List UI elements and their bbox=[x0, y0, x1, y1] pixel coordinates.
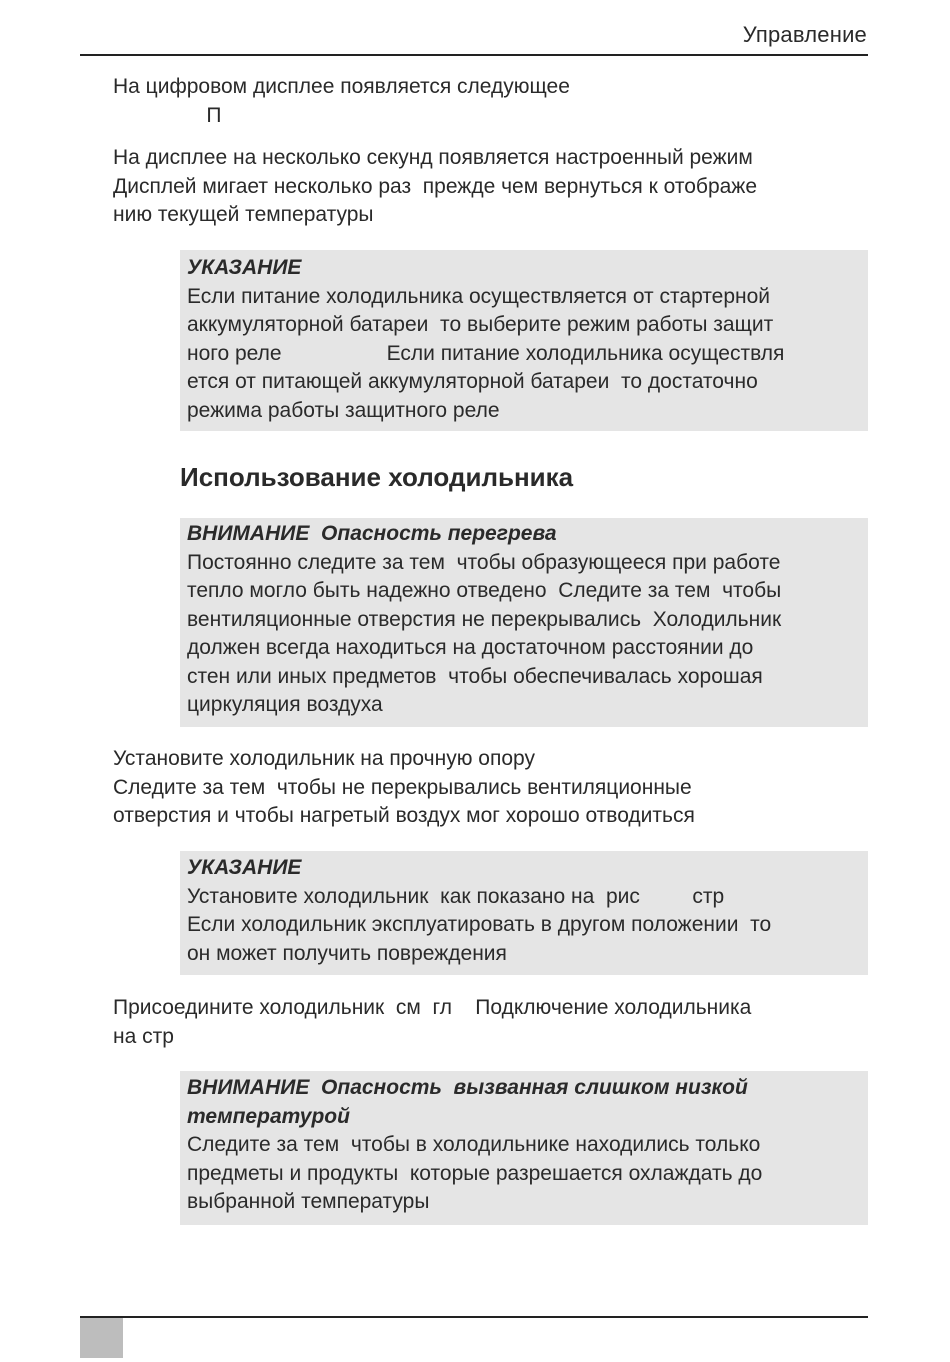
display-shows-paragraph bbox=[113, 73, 570, 130]
warning-title: ВНИМАНИЕ Опасность перегрева bbox=[187, 522, 557, 545]
paragraph-line: Присоедините холодильник см гл Подключение холодильника bbox=[113, 996, 752, 1019]
paragraph-line: Следите за тем чтобы не перекрывались вентиляционные bbox=[113, 775, 692, 799]
note-line: ного реле Если питание холодильника осуществля bbox=[187, 341, 785, 365]
warning-line: вентиляционные отверстия не перекрывались Холодильник bbox=[187, 607, 782, 631]
note-line: режима работы защитного реле bbox=[187, 398, 500, 422]
warning-line: Следите за тем чтобы в холодильнике находились только bbox=[187, 1133, 761, 1156]
warning-title: температурой bbox=[187, 1104, 350, 1128]
warning-box-low-temperature bbox=[180, 1071, 868, 1225]
note-line: ется от питающей аккумуляторной батареи то достаточно bbox=[187, 370, 758, 393]
connect-paragraph bbox=[113, 994, 751, 1051]
warning-line: циркуляция воздуха bbox=[187, 693, 383, 716]
paragraph-line: На дисплее на несколько секунд появляется настроенный режим bbox=[113, 146, 753, 169]
header-divider bbox=[80, 54, 868, 56]
warning-line: тепло могло быть надежно отведено Следите за тем чтобы bbox=[187, 579, 782, 602]
paragraph-line: На цифровом дисплее появляется следующее bbox=[113, 75, 570, 98]
warning-line: Постоянно следите за тем чтобы образующееся при работе bbox=[187, 550, 781, 574]
note-line: он может получить повреждения bbox=[187, 941, 507, 965]
footer-divider bbox=[80, 1316, 868, 1318]
section-heading: Использование холодильника bbox=[180, 462, 574, 492]
display-mode-paragraph bbox=[113, 144, 757, 230]
page-header-title: Управление bbox=[742, 22, 867, 47]
note-line: Если холодильник эксплуатировать в другом положении то bbox=[187, 913, 772, 936]
warning-line: выбранной температуры bbox=[187, 1190, 430, 1213]
note-title: УКАЗАНИЕ bbox=[187, 256, 302, 279]
warning-line: должен всегда находиться на достаточном расстоянии до bbox=[187, 636, 754, 659]
warning-box-overheating bbox=[180, 518, 868, 727]
note-line: аккумуляторной батареи то выберите режим работы защит bbox=[187, 313, 774, 336]
paragraph-line: нию текущей температуры bbox=[113, 203, 374, 226]
warning-line: стен или иных предметов чтобы обеспечивалась хорошая bbox=[187, 664, 763, 688]
note-box-position bbox=[180, 851, 868, 975]
paragraph-line: Установите холодильник на прочную опору bbox=[113, 747, 535, 770]
installation-paragraph bbox=[113, 745, 695, 831]
warning-title: ВНИМАНИЕ Опасность вызванная слишком низкой bbox=[187, 1076, 748, 1099]
paragraph-line: отверстия и чтобы нагретый воздух мог хорошо отводиться bbox=[113, 804, 695, 827]
paragraph-line: Дисплей мигает несколько раз прежде чем вернуться к отображе bbox=[113, 174, 758, 198]
paragraph-line: на стр bbox=[113, 1024, 174, 1048]
note-line: Если питание холодильника осуществляется от стартерной bbox=[187, 284, 771, 308]
note-line: Установите холодильник как показано на рис стр bbox=[187, 884, 725, 908]
note-box-battery bbox=[180, 250, 868, 431]
page-number-tab bbox=[80, 1318, 123, 1358]
note-title: УКАЗАНИЕ bbox=[187, 856, 302, 879]
paragraph-line: П bbox=[113, 103, 222, 127]
warning-line: предметы и продукты которые разрешается охлаждать до bbox=[187, 1161, 763, 1185]
